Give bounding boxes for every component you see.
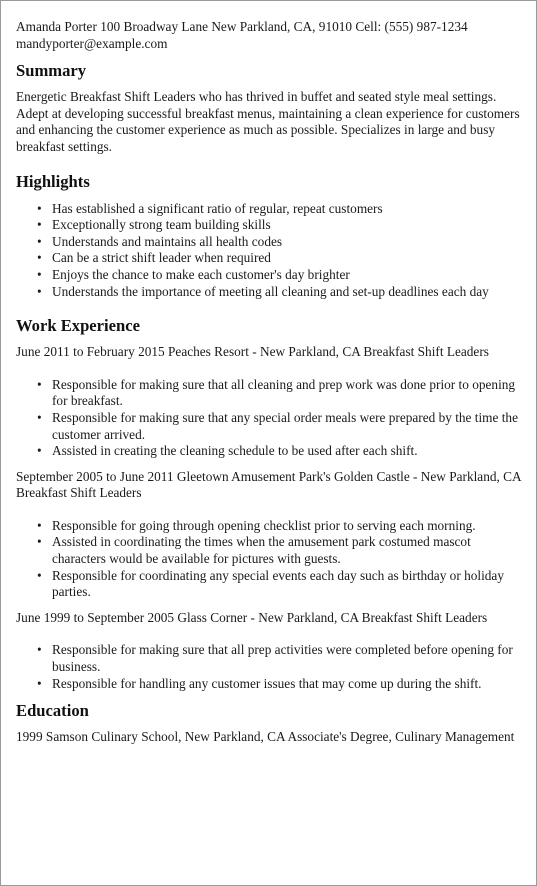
list-item: • Assisted in coordinating the times when the amusement park costumed mascot characters would be available for pictures with guests. <box>52 534 526 567</box>
list-item: • Responsible for handling any customer issues that may come up during the shift. <box>52 676 526 693</box>
job-title: June 1999 to September 2005 Glass Corner - New Parkland, CA Breakfast Shift Leaders <box>16 609 488 625</box>
summary-section <box>16 61 526 155</box>
job-bullets <box>16 518 526 601</box>
list-item: • Responsible for making sure that all cleaning and prep work was done prior to opening for breakfast. <box>52 377 526 410</box>
job-entry <box>16 469 526 601</box>
job-bullets <box>16 377 526 460</box>
job-title: September 2005 to June 2011 Gleetown Amusement Park's Golden Castle - New Parkland, CA Breakfast Shift Leaders <box>16 468 521 501</box>
list-item: • Can be a strict shift leader when required <box>52 250 526 267</box>
job-entry <box>16 610 526 692</box>
list-item: • Exceptionally strong team building skills <box>52 217 526 234</box>
job-title: June 2011 to February 2015 Peaches Resort - New Parkland, CA Breakfast Shift Leaders <box>16 344 489 360</box>
list-item: • Responsible for going through opening checklist prior to serving each morning. <box>52 518 526 535</box>
list-item: • Responsible for making sure that all prep activities were completed before opening for business. <box>52 642 526 675</box>
job-entry <box>16 344 526 460</box>
list-item: • Has established a significant ratio of regular, repeat customers <box>52 201 526 218</box>
list-item: • Understands and maintains all health codes <box>52 234 526 251</box>
summary-heading: Summary <box>16 61 87 81</box>
highlights-section <box>16 172 526 301</box>
highlights-heading: Highlights <box>16 171 90 191</box>
list-item: • Assisted in creating the cleaning schedule to be used after each shift. <box>52 443 526 460</box>
summary-text: Energetic Breakfast Shift Leaders who has thrived in buffet and seated style meal settings. Adept at developing successful breakfast menus, maintaining a clean experience for customers and enhancing the customer experience as much as possible. Specializes in large and busy breakfast settings. <box>16 89 520 154</box>
contact-email: mandyporter@example.com <box>16 35 168 51</box>
education-text: 1999 Samson Culinary School, New Parkland, CA Associate's Degree, Culinary Management <box>16 729 515 745</box>
education-heading: Education <box>16 701 89 721</box>
experience-section <box>16 316 526 692</box>
list-item: • Enjoys the chance to make each customer's day brighter <box>52 267 526 284</box>
list-item: • Responsible for making sure that any special order meals were prepared by the time the customer arrived. <box>52 410 526 443</box>
job-bullets <box>16 642 526 692</box>
list-item: • Responsible for coordinating any special events each day such as birthday or holiday parties. <box>52 568 526 601</box>
contact-block <box>16 19 526 52</box>
list-item: • Understands the importance of meeting all cleaning and set-up deadlines each day <box>52 284 526 301</box>
contact-address-line: Amanda Porter 100 Broadway Lane New Parkland, CA, 91010 Cell: (555) 987-1234 <box>16 19 468 34</box>
education-section <box>16 701 526 746</box>
experience-heading: Work Experience <box>16 316 140 336</box>
highlights-list <box>16 201 526 301</box>
